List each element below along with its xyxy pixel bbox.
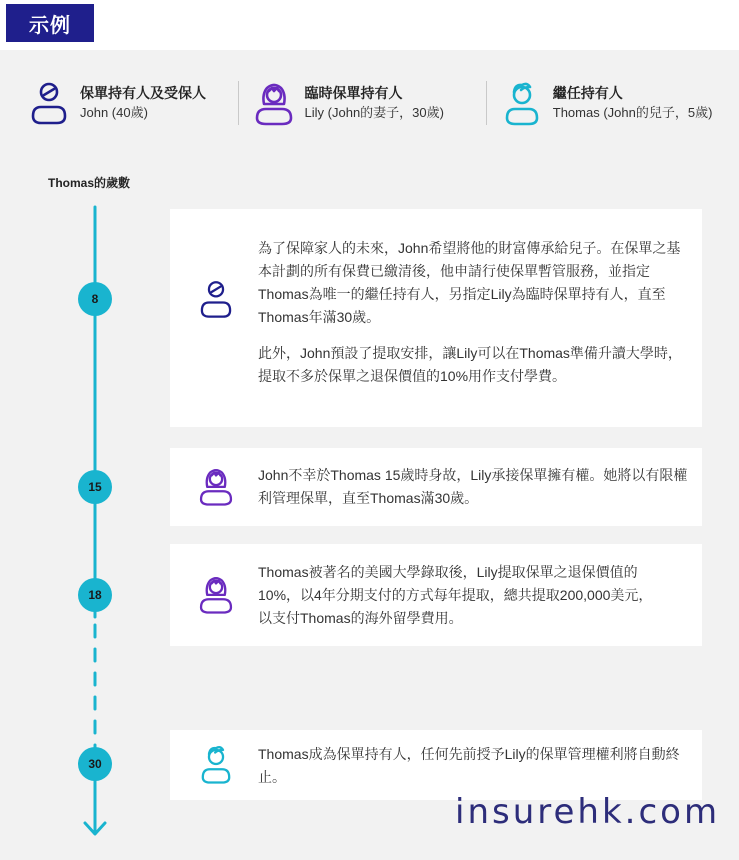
event-card bbox=[170, 209, 702, 427]
role-subtitle: John (40歲) bbox=[80, 105, 148, 120]
role-successor bbox=[497, 76, 724, 130]
watermark: insurehk.com bbox=[455, 792, 721, 832]
event-card bbox=[170, 448, 702, 526]
role-subtitle: Lily (John的妻子，30歲) bbox=[304, 105, 444, 120]
age-marker: 15 bbox=[78, 470, 112, 504]
event-card bbox=[170, 730, 702, 800]
adult-man-icon bbox=[194, 277, 238, 321]
divider bbox=[238, 81, 239, 125]
adult-man-icon bbox=[24, 78, 74, 128]
role-policyholder bbox=[24, 76, 226, 130]
woman-icon bbox=[194, 464, 238, 508]
age-marker: 8 bbox=[78, 282, 112, 316]
role-title: 繼任持有人 bbox=[552, 85, 623, 101]
role-temp-holder bbox=[249, 76, 474, 130]
woman-icon bbox=[249, 78, 299, 128]
woman-icon bbox=[194, 572, 238, 616]
example-badge: 示例 bbox=[6, 4, 94, 42]
event-text: Thomas成為保單持有人，任何先前授予Lily的保單管理權利將自動終止。 bbox=[258, 746, 680, 785]
roles-legend bbox=[24, 76, 724, 130]
divider bbox=[486, 81, 487, 125]
event-card bbox=[170, 544, 702, 646]
role-subtitle: Thomas (John的兒子，5歲) bbox=[552, 105, 713, 120]
event-text: John不幸於Thomas 15歲時身故，Lily承接保單擁有權。她將以有限權利管理保單，直至Thomas滿30歲。 bbox=[258, 467, 688, 506]
event-text: Thomas被著名的美國大學錄取後，Lily提取保單之退保價值的10%，以4年分期支付的方式每年提取，總共提取200,000美元，以支付Thomas的海外留學費用。 bbox=[258, 564, 653, 626]
event-text: 為了保障家人的未來，John希望將他的財富傳承給兒子。在保單之基本計劃的所有保費已繳清後，他申請行使保單暫管服務，並指定Thomas為唯一的繼任持有人，另指定Lily為臨時保單持有人，直至Thomas年滿30歲。 bbox=[258, 240, 681, 325]
role-title: 臨時保單持有人 bbox=[304, 85, 403, 101]
event-text: 此外，John預設了提取安排，讓Lily可以在Thomas準備升讀大學時，提取不多於保單之退保價值的10%用作支付學費。 bbox=[258, 345, 682, 384]
age-marker: 18 bbox=[78, 578, 112, 612]
timeline-title: Thomas的歲數 bbox=[48, 176, 131, 190]
role-title: 保單持有人及受保人 bbox=[80, 85, 206, 101]
child-icon bbox=[497, 78, 547, 128]
age-marker: 30 bbox=[78, 747, 112, 781]
child-icon bbox=[194, 742, 238, 786]
